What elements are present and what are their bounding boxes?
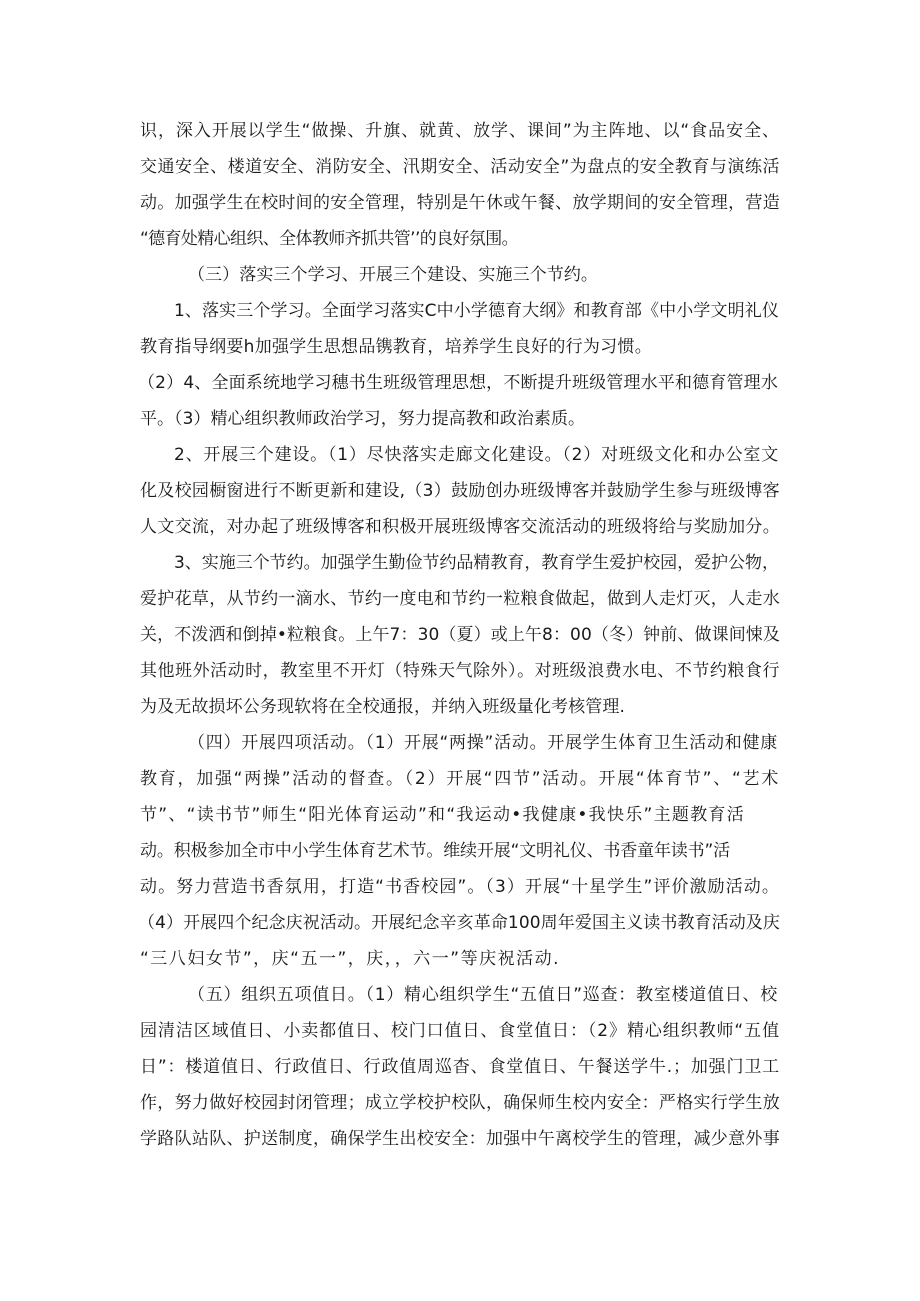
text-line: （4）开展四个纪念庆祝活动。开展纪念辛亥革命100周年爱国主义读书教育活动及庆 [138,913,780,933]
text-line: 教育，加强“两操”活动的督查。（2）开展“四节”活动。开展“体育节”、“艺术 [140,769,780,789]
text-line: “三八妇女节”，庆“五一”，庆，，六一”等庆祝活动. [140,949,560,969]
text-line: 园清洁区域值日、小卖都值日、校门口值日、食堂值日：（2》精心组织教师“五值 [140,1021,780,1041]
text-line: 人文交流，对办起了班级博客和积极开展班级博客交流活动的班级将给与奖励加分。 [140,517,780,537]
text-line: 为及无故损坏公务现软将在全校通报，并纳入班级量化考核管理. [140,697,625,717]
text-line: 3、实施三个节约。加强学生勤俭节约品精教育，教育学生爱护校园，爱护公物， [174,553,779,573]
text-line: （三）落实三个学习、开展三个建设、实施三个节约。 [188,265,598,285]
text-line: 关，不泼洒和倒掉•粒粮食。上午7：30（夏）或上午8：00（冬）钟前、做课间悚及 [140,625,780,645]
text-line: （2）4、全面系统地学习穗书生班级管理思想，不断提升班级管理水平和德育管理水 [138,373,778,393]
text-line: 爱护花草，从节约一滴水、节约一度电和节约一粒粮食做起，做到人走灯灭，人走水 [140,589,780,609]
text-line: 识，深入开展以学生“做操、升旗、就黄、放学、课间”为主阵地、以“食品安全、 [140,121,780,141]
text-line: 交通安全、楼道安全、消防安全、汛期安全、活动安全”为盘点的安全教育与演练活 [140,157,780,177]
text-line: 节”、“读书节”师生“阳光体育运动”和“我运动•我健康•我快乐”主题教育活 [140,805,745,825]
text-line: 化及校园橱窗进行不断更新和建设,（3）鼓励创办班级博客并鼓励学生参与班级博客 [140,481,780,501]
text-line: “德育处精心组织、全体教师齐抓共管’’的良好氛围。 [140,229,518,249]
text-line: 其他班外活动时，教室里不开灯（特殊天气除外）。对班级浪费水电、不节约粮食行 [140,661,780,681]
text-line: 2、开展三个建设。（1）尽快落实走廊文化建设。（2）对班级文化和办公室文 [174,445,779,465]
text-line: 学路队站队、护送制度，确保学生出校安全：加强中午离校学生的管理，减少意外事 [140,1129,780,1149]
text-line: 平。（3）精心组织教师政治学习，努力提高教和政治素质。 [140,409,585,429]
text-line: （四）开展四项活动。（1）开展“两操”活动。开展学生体育卫生活动和健康 [188,733,778,753]
text-line: 动。积极参加全市中小学生体育艺术节。维续开展“文明礼仪、书香童年读书”活 [140,841,730,861]
text-line: 日”：楼道值日、行政值日、行政值周巡杳、食堂值日、午餐送学牛.；加强门卫工 [140,1057,780,1077]
text-line: （五）组织五项值日。（1）精心组织学生“五值日”巡查：教室楼道值日、校 [188,985,778,1005]
text-line: 作，努力做好校园封闭管理；成立学校护校队，确保师生校内安全：严格实行学生放 [140,1093,780,1113]
text-line: 1、落实三个学习。全面学习落实C中小学德育大纲》和教育部《中小学文明礼仪 [174,301,779,321]
text-line: 动。努力营造书香氛用，打造“书香校园”。（3）开展“十星学生”评价激励活动。 [140,877,780,897]
text-line: 教育指导纲要h加强学生思想品镌教育，培养学生良好的行为习惯。 [140,337,652,357]
text-line: 动。加强学生在校时间的安全管理，特别是午休或午餐、放学期间的安全管理，营造 [140,193,780,213]
